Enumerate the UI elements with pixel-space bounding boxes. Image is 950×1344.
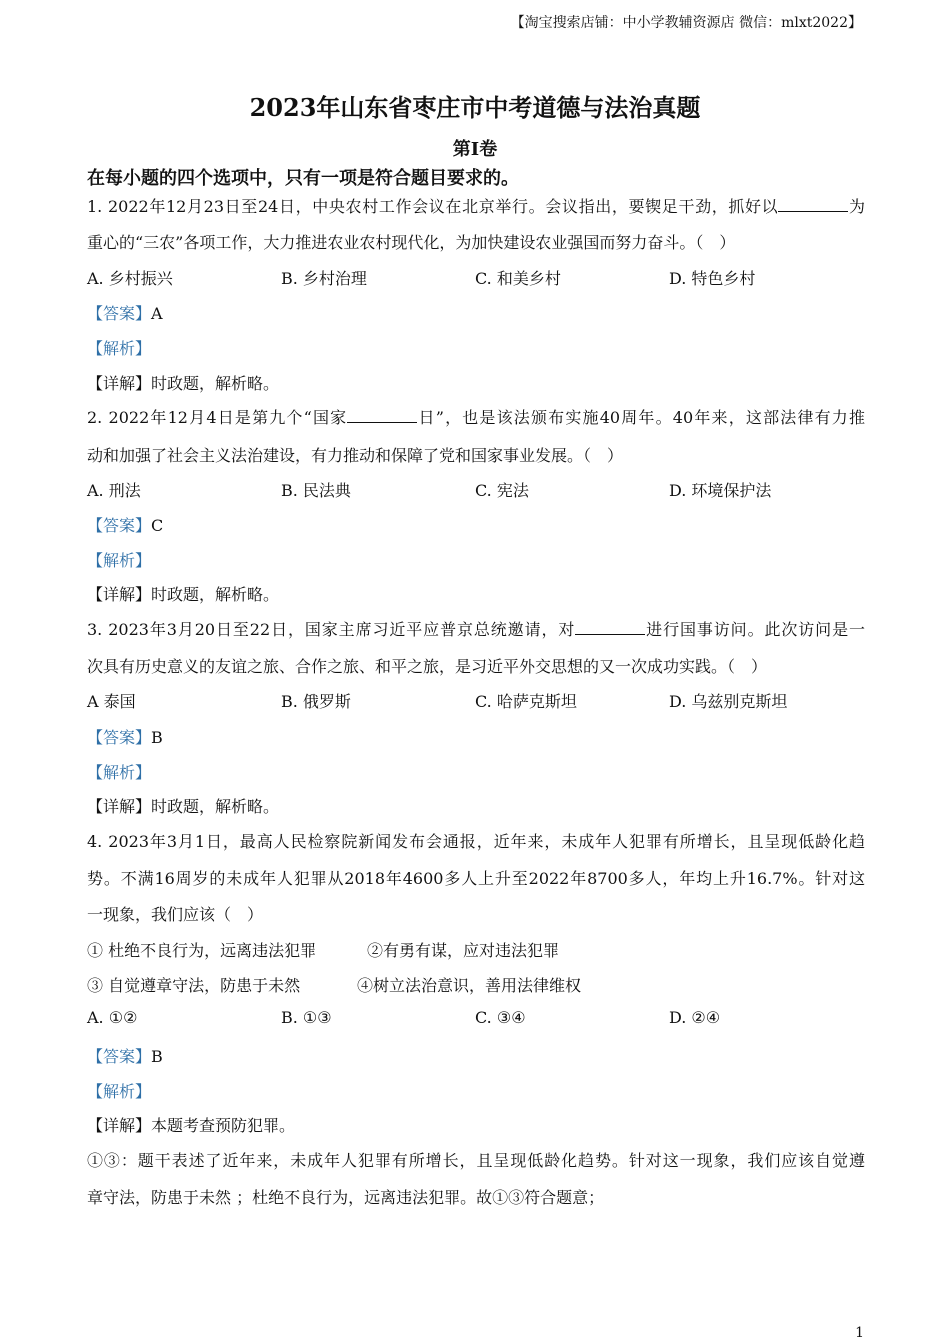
- detail-tag: 【详解】: [87, 1116, 152, 1135]
- question-4-stem-line-1: 4. 2023年3月1日，最高人民检察院新闻发布会通报，近年来，未成年人犯罪有所增长，且呈现低龄化趋: [87, 832, 865, 851]
- question-3-option-b: B. 俄罗斯: [281, 692, 351, 711]
- detail-tag: 【详解】: [87, 585, 152, 604]
- question-4-stem-line-2: 势。不满16周岁的未成年人犯罪从2018年4600多人上升至2022年8700多人，年均上升16.7%。针对这: [87, 869, 865, 888]
- question-2-stem-line-2: 动和加强了社会主义法治建设，有力推动和保障了党和国家事业发展。（ ）: [87, 446, 624, 465]
- question-1-analysis-tag: 【解析】: [87, 339, 152, 358]
- question-4-option-c: C. ③④: [475, 1008, 526, 1027]
- question-4-option-d: D. ②④: [669, 1008, 721, 1027]
- statement-3: ③ 自觉遵章守法，防患于未然: [87, 976, 301, 995]
- question-2-detail: 【详解】时政题，解析略。: [87, 585, 280, 604]
- question-3-option-d: D. 乌兹别克斯坦: [669, 692, 788, 711]
- question-3-stem-line-2: 次具有历史意义的友谊之旅、合作之旅、和平之旅，是习近平外交思想的又一次成功实践。（ ）: [87, 657, 768, 676]
- question-4-option-b: B. ①③: [281, 1008, 332, 1027]
- question-3-detail: 【详解】时政题，解析略。: [87, 797, 280, 816]
- answer-tag: 【答案】: [87, 1047, 152, 1066]
- answer-tag: 【答案】: [87, 516, 152, 535]
- statement-2: ②有勇有谋，应对违法犯罪: [367, 941, 560, 960]
- question-2-analysis-tag: 【解析】: [87, 551, 152, 570]
- question-3-answer: 【答案】B: [87, 728, 163, 747]
- question-1-answer: 【答案】A: [87, 304, 163, 323]
- question-4-stem-line-3: 一现象，我们应该（ ）: [87, 905, 264, 924]
- question-2-option-d: D. 环境保护法: [669, 481, 772, 500]
- question-2-option-c: C. 宪法: [475, 481, 529, 500]
- question-3-option-a: A 泰国: [87, 692, 136, 711]
- page-number: 1: [855, 1325, 864, 1341]
- fill-blank: [575, 620, 645, 635]
- question-1-option-d: D. 特色乡村: [669, 269, 756, 288]
- section-instruction: 在每小题的四个选项中，只有一项是符合题目要求的。: [87, 168, 519, 189]
- question-2-stem-line-1: 2. 2022年12月4日是第九个“国家 日”，也是该法颁布实施40周年。40年来，这部法律有力推: [87, 408, 865, 427]
- question-1-detail: 【详解】时政题，解析略。: [87, 374, 280, 393]
- volume-heading: 第Ⅰ卷: [452, 139, 498, 160]
- page-title: 2023年山东省枣庄市中考道德与法治真题: [249, 93, 701, 122]
- question-2-option-b: B. 民法典: [281, 481, 351, 500]
- question-4-analysis-tag: 【解析】: [87, 1082, 152, 1101]
- fill-blank: [778, 197, 848, 212]
- question-1-stem-line-1: 1. 2022年12月23日至24日，中央农村工作会议在北京举行。会议指出，要锲足干劲，抓好以 为: [87, 197, 865, 216]
- statement-1: ① 杜绝不良行为，远离违法犯罪: [87, 941, 317, 960]
- question-4-explanation-line-1: ①③：题干表述了近年来，未成年人犯罪有所增长，且呈现低龄化趋势。针对这一现象，我们应该自觉遵: [87, 1151, 865, 1170]
- question-4-answer: 【答案】B: [87, 1047, 163, 1066]
- detail-tag: 【详解】: [87, 374, 152, 393]
- answer-tag: 【答案】: [87, 728, 152, 747]
- question-3-stem-line-1: 3. 2023年3月20日至22日，国家主席习近平应普京总统邀请，对 进行国事访问。此次访问是一: [87, 620, 865, 639]
- question-4-option-a: A. ①②: [87, 1008, 138, 1027]
- header-note: 【淘宝搜索店铺：中小学教辅资源店 微信：mlxt2022】: [510, 15, 862, 31]
- question-1-stem-line-2: 重心的“三农”各项工作，大力推进农业农村现代化，为加快建设农业强国而努力奋斗。（ ）: [87, 233, 736, 252]
- fill-blank: [347, 408, 417, 423]
- question-4-detail: 【详解】本题考查预防犯罪。: [87, 1116, 296, 1135]
- answer-tag: 【答案】: [87, 304, 152, 323]
- question-2-answer: 【答案】C: [87, 516, 164, 535]
- question-1-option-a: A. 乡村振兴: [87, 269, 173, 288]
- question-3-analysis-tag: 【解析】: [87, 763, 152, 782]
- question-1-option-b: B. 乡村治理: [281, 269, 367, 288]
- question-4-explanation-line-2: 章守法，防患于未然 ；杜绝不良行为，远离违法犯罪。故①③符合题意；: [87, 1188, 605, 1207]
- question-2-option-a: A. 刑法: [87, 481, 141, 500]
- detail-tag: 【详解】: [87, 797, 152, 816]
- question-3-option-c: C. 哈萨克斯坦: [475, 692, 577, 711]
- statement-4: ④树立法治意识，善用法律维权: [357, 976, 582, 995]
- question-1-option-c: C. 和美乡村: [475, 269, 561, 288]
